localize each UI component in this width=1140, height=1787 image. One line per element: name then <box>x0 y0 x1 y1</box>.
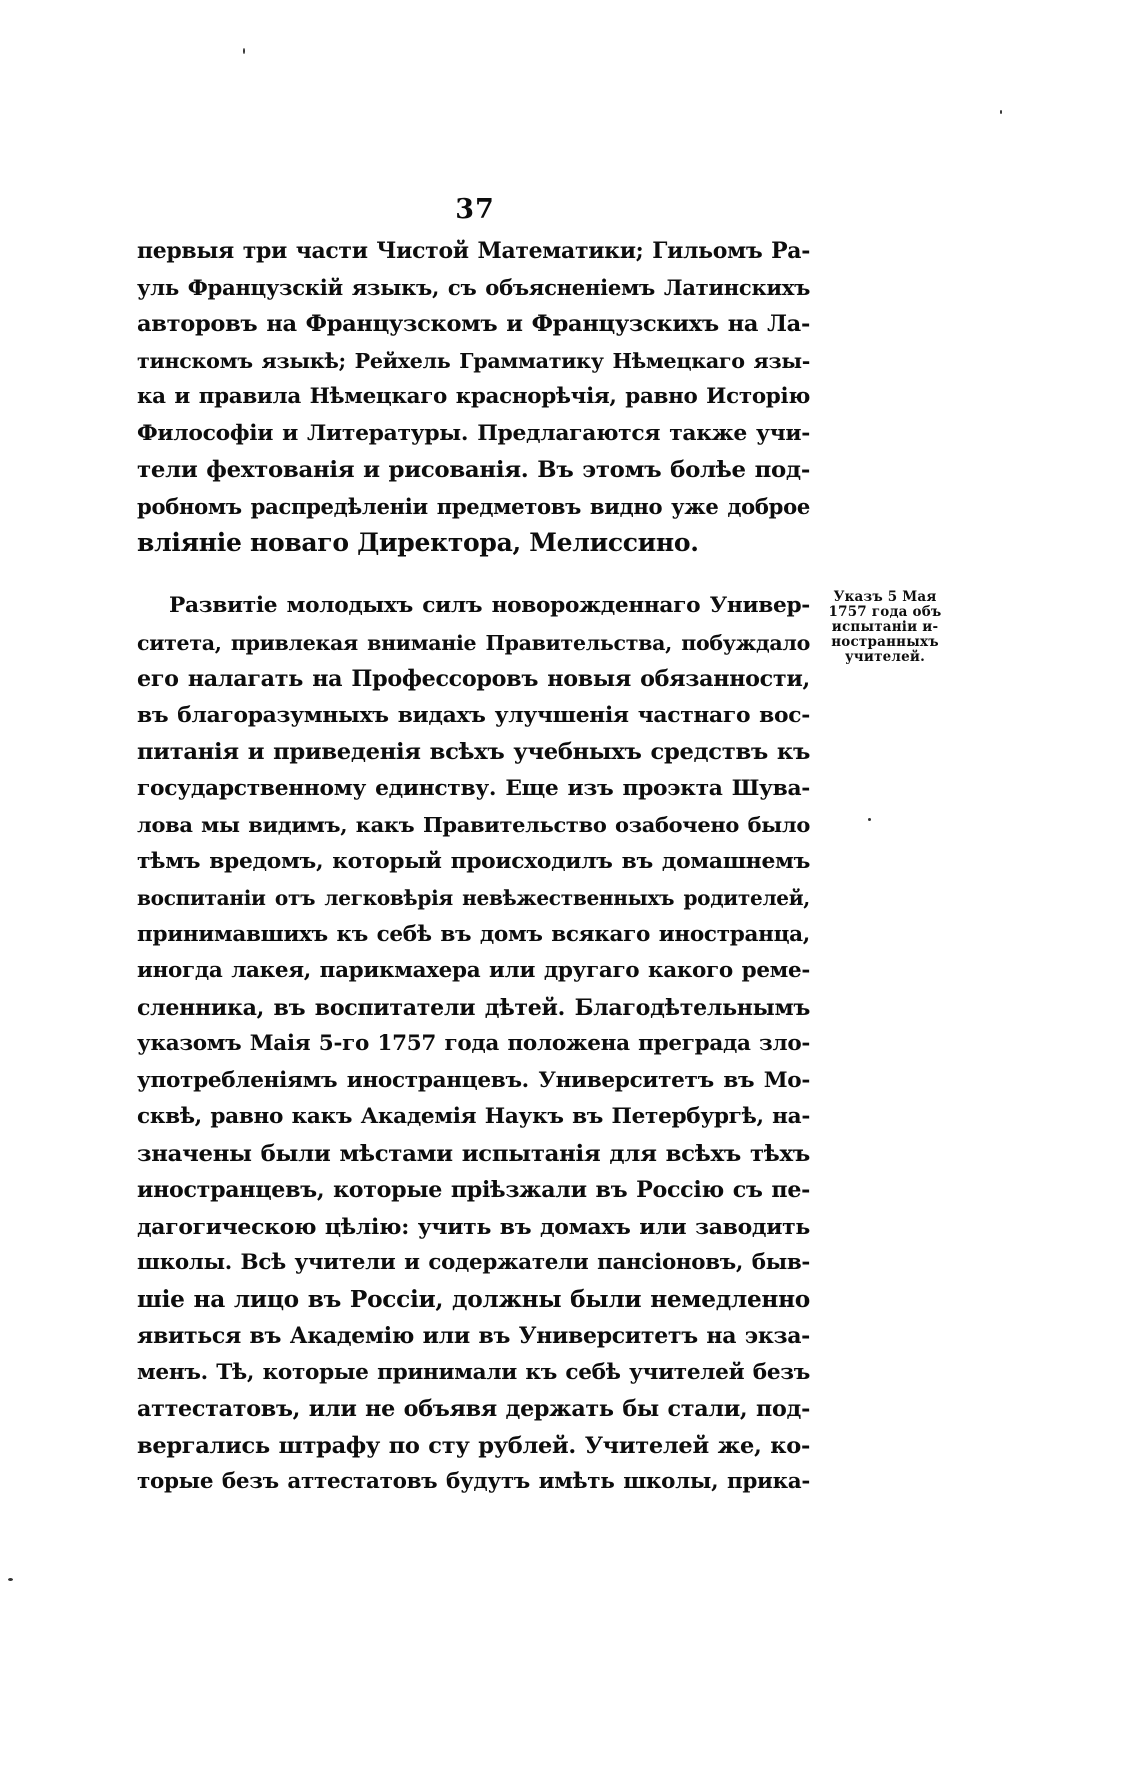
scan-speck <box>8 1578 13 1581</box>
text-line: дагогическою цѣлію: учить въ домахъ или заводить <box>137 1213 810 1240</box>
paragraph-1 <box>137 233 810 562</box>
text-line: воспитаніи отъ легковѣрія невѣжественныхъ родителей, <box>137 886 810 910</box>
text-line: тинскомъ языкѣ; Рейхель Грамматику Нѣмецкаго язы- <box>137 348 810 373</box>
text-line: первыя три части Чистой Математики; Гильомъ Ра- <box>137 238 810 264</box>
text-line: вліяніе новаго Директора, Мелиссино. <box>137 528 699 557</box>
text-line: уль Французскій языкъ, съ объясненіемъ Латинскихъ <box>137 274 810 300</box>
text-line: авторовъ на Французскомъ и Французскихъ на Ла- <box>137 311 810 337</box>
text-line: тели фехтованія и рисованія. Въ этомъ болѣе под- <box>137 457 810 483</box>
text-line: иностранцевъ, которые пріѣзжали въ Россію съ пе- <box>137 1177 810 1203</box>
scan-speck <box>1000 110 1002 114</box>
text-line: тѣмъ вредомъ, который происходилъ въ домашнемъ <box>137 848 810 874</box>
text-line: Философіи и Литературы. Предлагаются также учи- <box>137 420 810 446</box>
text-line: иногда лакея, парикмахера или другаго какого реме- <box>137 958 810 983</box>
text-line: вергались штрафу по сту рублей. Учителей же, ко- <box>137 1432 810 1459</box>
margin-note <box>815 590 955 665</box>
margin-note-line: учителей. <box>844 649 926 665</box>
margin-note-line: Указъ 5 Мая <box>833 589 937 605</box>
text-line: аттестатовъ, или не объявя держать бы стали, под- <box>137 1396 810 1422</box>
text-line: менъ. Тѣ, которые принимали къ себѣ учителей безъ <box>137 1359 810 1385</box>
paragraph-2 <box>137 588 810 1501</box>
text-line: торые безъ аттестатовъ будутъ имѣть школы, прика- <box>137 1469 810 1494</box>
text-line: указомъ Маія 5-го 1757 года положена преграда зло- <box>137 1031 810 1056</box>
text-line: государственному единству. Еще изъ проэкта Шува- <box>137 775 810 801</box>
text-line: сквѣ, равно какъ Академія Наукъ въ Петербургѣ, на- <box>137 1104 810 1129</box>
text-line: ситета, привлекая вниманіе Правительства, побуждало <box>137 630 810 655</box>
margin-note-line: 1757 года объ <box>828 604 942 620</box>
scan-speck <box>243 48 245 54</box>
text-line: употребленіямъ иностранцевъ. Университетъ въ Мо- <box>137 1067 810 1093</box>
text-line: принимавшихъ къ себѣ въ домъ всякаго иностранца, <box>137 921 810 947</box>
text-line: ка и правила Нѣмецкаго краснорѣчія, равно Исторію <box>137 384 810 409</box>
text-line: лова мы видимъ, какъ Правительство озабочено было <box>137 812 810 837</box>
text-line: Развитіе молодыхъ силъ новорожденнаго Универ- <box>169 593 810 618</box>
text-line: шіе на лицо въ Россіи, должны были немедленно <box>137 1285 810 1313</box>
text-line: школы. Всѣ учители и содержатели пансіоновъ, быв- <box>137 1250 810 1275</box>
text-line: питанія и приведенія всѣхъ учебныхъ средствъ къ <box>137 739 810 765</box>
text-line: робномъ распредѣленіи предметовъ видно уже доброе <box>137 493 810 519</box>
margin-note-line: ностранныхъ <box>831 634 939 650</box>
text-line: сленника, въ воспитатели дѣтей. Благодѣтельнымъ <box>137 994 810 1021</box>
text-line: явиться въ Академію или въ Университетъ на экза- <box>137 1323 810 1349</box>
text-line: его налагать на Профессоровъ новыя обязанности, <box>137 666 810 692</box>
page-number: 37 <box>455 194 495 225</box>
scan-speck <box>868 818 871 821</box>
text-line: въ благоразумныхъ видахъ улучшенія частнаго вос- <box>137 702 810 728</box>
text-line: значены были мѣстами испытанія для всѣхъ тѣхъ <box>137 1140 810 1167</box>
margin-note-line: испытаніи и- <box>831 619 939 635</box>
